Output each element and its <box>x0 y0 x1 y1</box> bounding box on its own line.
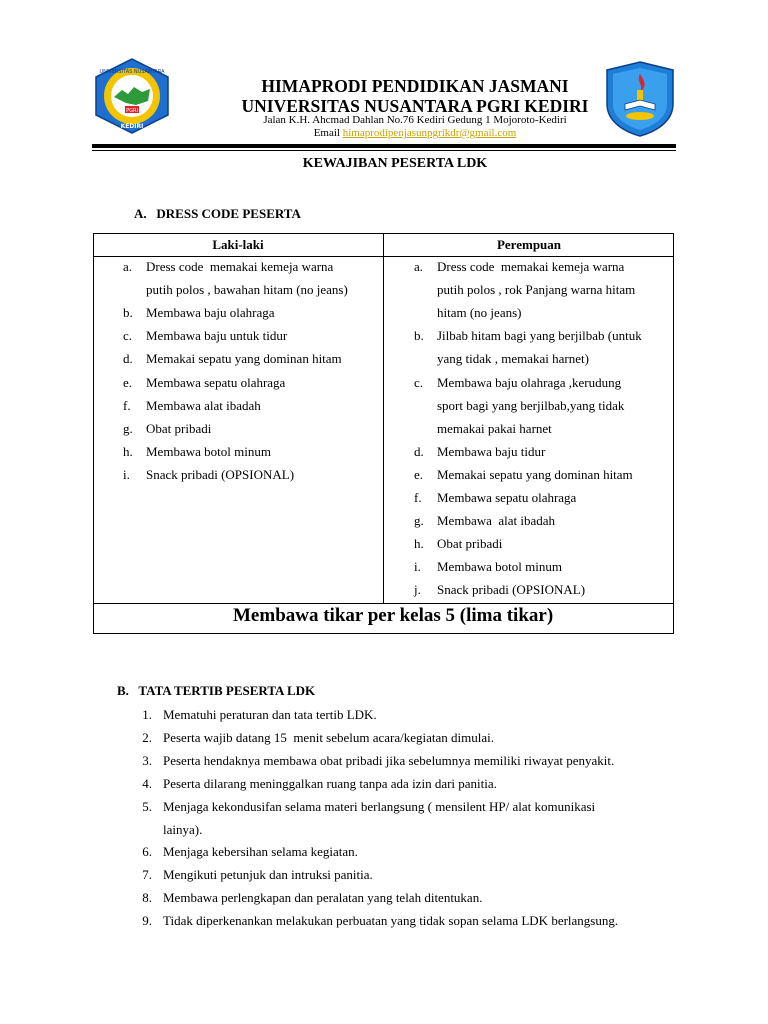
column-header-male: Laki-laki <box>212 237 264 252</box>
list-item-marker: d. <box>123 351 133 367</box>
list-item: Memakai sepatu yang dominan hitam <box>437 466 633 482</box>
email-link[interactable]: himaprodipenjasunpgrikdr@gmail.com <box>342 127 517 139</box>
list-item-marker: g. <box>123 420 133 436</box>
list-item: Membawa baju untuk tidur <box>146 328 288 344</box>
list-item-marker: 9. <box>142 913 152 929</box>
list-item: Snack pribadi (OPSIONAL) <box>146 466 295 482</box>
list-item: Obat pribadi <box>437 536 503 552</box>
list-item: Membawa botol minum <box>146 443 271 459</box>
list-item-marker: b. <box>414 328 424 344</box>
list-item-marker: c. <box>123 328 133 344</box>
list-item: sport bagi yang berjilbab,yang tidak <box>437 397 625 413</box>
email-label: Email <box>313 127 340 139</box>
header-rule-thin <box>92 150 676 151</box>
list-item: Membawa botol minum <box>437 559 562 575</box>
list-item: Memakai sepatu yang dominan hitam <box>146 351 342 367</box>
logo-text-top: UNIVERSITAS NUSANTARA <box>99 69 165 75</box>
list-item-marker: c. <box>414 374 424 390</box>
list-item: Mematuhi peraturan dan tata tertib LDK. <box>163 707 377 722</box>
list-item: Peserta hendaknya membawa obat pribadi jika sebelumnya memiliki riwayat penyakit. <box>163 752 615 768</box>
list-item: memakai pakai harnet <box>437 420 552 436</box>
list-item: Menjaga kekondusifan selama materi berlangsung ( mensilent HP/ alat komunikasi <box>163 798 596 814</box>
list-item-marker: 6. <box>142 844 152 860</box>
list-item-marker: g. <box>414 513 424 529</box>
table-column-divider <box>383 233 384 604</box>
org-address: Jalan K.H. Ahcmad Dahlan No.76 Kediri Gedung 1 Mojoroto-Kediri <box>263 114 567 126</box>
list-item-marker: 4. <box>142 775 152 791</box>
list-item-marker: a. <box>414 259 424 274</box>
list-item: Dress code memakai kemeja warna <box>146 259 334 274</box>
org-email-line <box>175 127 655 139</box>
list-item: Tidak diperkenankan melakukan perbuatan yang tidak sopan selama LDK berlangsung. <box>163 913 619 929</box>
list-item-marker: 5. <box>142 798 152 814</box>
list-item: Menjaga kebersihan selama kegiatan. <box>163 844 358 860</box>
table-footer-note <box>93 604 674 633</box>
list-item: Membawa alat ibadah <box>146 397 261 413</box>
list-item-marker: f. <box>414 490 422 505</box>
list-item: Jilbab hitam bagi yang berjilbab (untuk <box>437 328 642 344</box>
list-item-marker: e. <box>414 466 424 482</box>
list-item: Membawa alat ibadah <box>437 513 556 529</box>
list-item: Peserta dilarang meninggalkan ruang tanpa ada izin dari panitia. <box>163 775 497 791</box>
list-item-marker: j. <box>414 582 421 598</box>
list-item: Peserta wajib datang 15 menit sebelum acara/kegiatan dimulai. <box>163 729 495 745</box>
university-logo <box>92 57 172 135</box>
list-item-marker: 3. <box>142 752 152 768</box>
header-rule-thick <box>92 144 676 148</box>
list-item-marker: h. <box>414 536 424 552</box>
list-item-marker: e. <box>123 374 133 390</box>
list-item: Obat pribadi <box>146 420 212 436</box>
logo-text-bottom: KEDIRI <box>120 123 144 130</box>
section-a-heading: A. DRESS CODE PESERTA <box>134 206 301 221</box>
list-item: Membawa baju olahraga ,kerudung <box>437 374 622 390</box>
list-item: Membawa sepatu olahraga <box>146 374 286 390</box>
list-item: putih polos , bawahan hitam (no jeans) <box>146 282 348 298</box>
list-item: Dress code memakai kemeja warna <box>437 259 625 274</box>
list-item-marker: f. <box>123 397 131 413</box>
section-b-heading: B. TATA TERTIB PESERTA LDK <box>117 683 316 698</box>
column-header-female: Perempuan <box>496 237 562 252</box>
org-name-line2: UNIVERSITAS NUSANTARA PGRI KEDIRI <box>241 96 589 116</box>
list-item-marker: d. <box>414 443 424 459</box>
list-item-marker: b. <box>123 305 133 321</box>
list-item: Membawa perlengkapan dan peralatan yang telah ditentukan. <box>163 890 483 906</box>
list-item-marker: a. <box>123 259 133 274</box>
list-item: Membawa baju tidur <box>437 443 546 459</box>
list-item-marker: 2. <box>142 729 152 745</box>
list-item-marker: 8. <box>142 890 152 906</box>
footer-text: Membawa tikar per kelas 5 (lima tikar) <box>233 605 554 626</box>
list-item: putih polos , rok Panjang warna hitam <box>437 282 636 298</box>
document-title: KEWAJIBAN PESERTA LDK <box>302 156 488 171</box>
list-item: hitam (no jeans) <box>437 305 522 321</box>
logo-text-pgri: PGRI <box>126 108 138 114</box>
list-item-marker: h. <box>123 443 133 459</box>
list-item: yang tidak , memakai harnet) <box>437 351 589 367</box>
list-item-marker: 7. <box>142 867 152 883</box>
org-name-line1: HIMAPRODI PENDIDIKAN JASMANI <box>261 76 569 96</box>
list-item: Snack pribadi (OPSIONAL) <box>437 582 586 598</box>
list-item-marker: 1. <box>142 707 152 722</box>
list-item: Membawa baju olahraga <box>146 305 275 321</box>
list-item: Membawa sepatu olahraga <box>437 490 577 505</box>
list-item-marker: i. <box>123 466 130 482</box>
list-item-marker: i. <box>414 559 421 575</box>
list-item: Mengikuti petunjuk dan intruksi panitia. <box>163 867 373 883</box>
list-item: lainya). <box>163 821 203 837</box>
